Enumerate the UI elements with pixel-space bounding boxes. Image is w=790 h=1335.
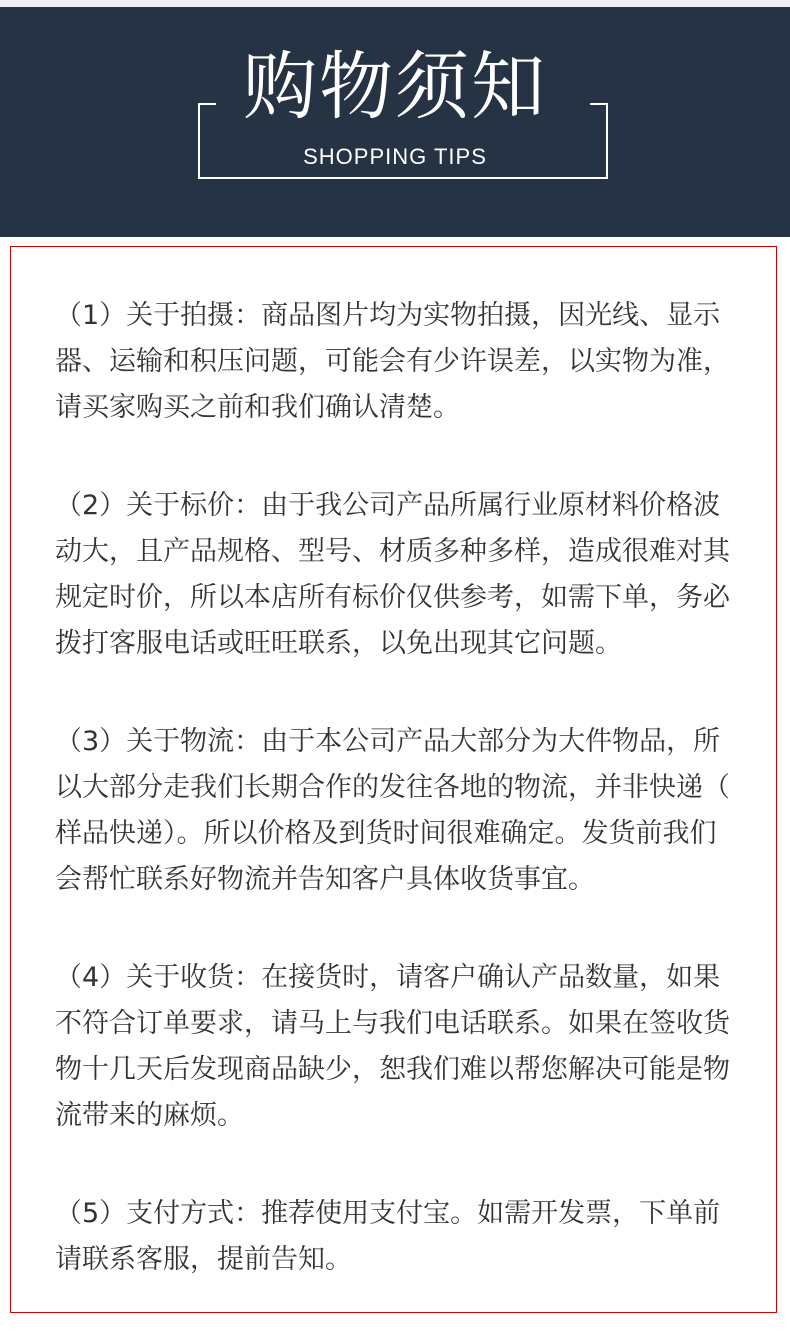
tip-line: （4）关于收货：在接货时，请客户确认产品数量，如果 (55, 962, 721, 993)
tip-line: 规定时价，所以本店所有标价仅供参考，如需下单，务必 (55, 582, 730, 613)
tip-line: 器、运输和积压问题，可能会有少许误差，以实物为准， (55, 346, 730, 377)
tip-line: （3）关于物流：由于本公司产品大部分为大件物品，所 (55, 726, 721, 757)
page-subtitle: SHOPPING TIPS (303, 144, 487, 169)
tip-line: 拨打客服电话或旺旺联系，以免出现其它问题。 (55, 628, 622, 659)
tip-paragraph (55, 1191, 775, 1283)
tip-line: 不符合订单要求，请马上与我们电话联系。如果在签收货 (55, 1008, 730, 1039)
tip-line: 以大部分走我们长期合作的发往各地的物流，并非快递（ (55, 772, 730, 803)
tip-line: 流带来的麻烦。 (55, 1100, 244, 1131)
tip-line: 请买家购买之前和我们确认清楚。 (55, 392, 460, 423)
tip-line: （5）支付方式：推荐使用支付宝。如需开发票，下单前 (55, 1198, 721, 1229)
page-title: 购物须知 (243, 44, 547, 130)
tip-line: （1）关于拍摄：商品图片均为实物拍摄，因光线、显示 (55, 300, 721, 331)
tip-line: 会帮忙联系好物流并告知客户具体收货事宜。 (55, 864, 595, 895)
tip-line: 请联系客服，提前告知。 (55, 1244, 352, 1275)
tip-line: （2）关于标价：由于我公司产品所属行业原材料价格波 (55, 490, 721, 521)
top-strip (0, 0, 790, 7)
tips-content (55, 293, 775, 1335)
tip-line: 物十几天后发现商品缺少，恕我们难以帮您解决可能是物 (55, 1054, 730, 1085)
tip-paragraph (55, 955, 775, 1139)
tip-line: 样品快递）。所以价格及到货时间很难确定。发货前我们 (55, 818, 717, 849)
tip-paragraph (55, 719, 775, 903)
tip-paragraph (55, 293, 775, 431)
tip-line: 动大，且产品规格、型号、材质多种多样，造成很难对其 (55, 536, 730, 567)
tip-paragraph (55, 483, 775, 667)
